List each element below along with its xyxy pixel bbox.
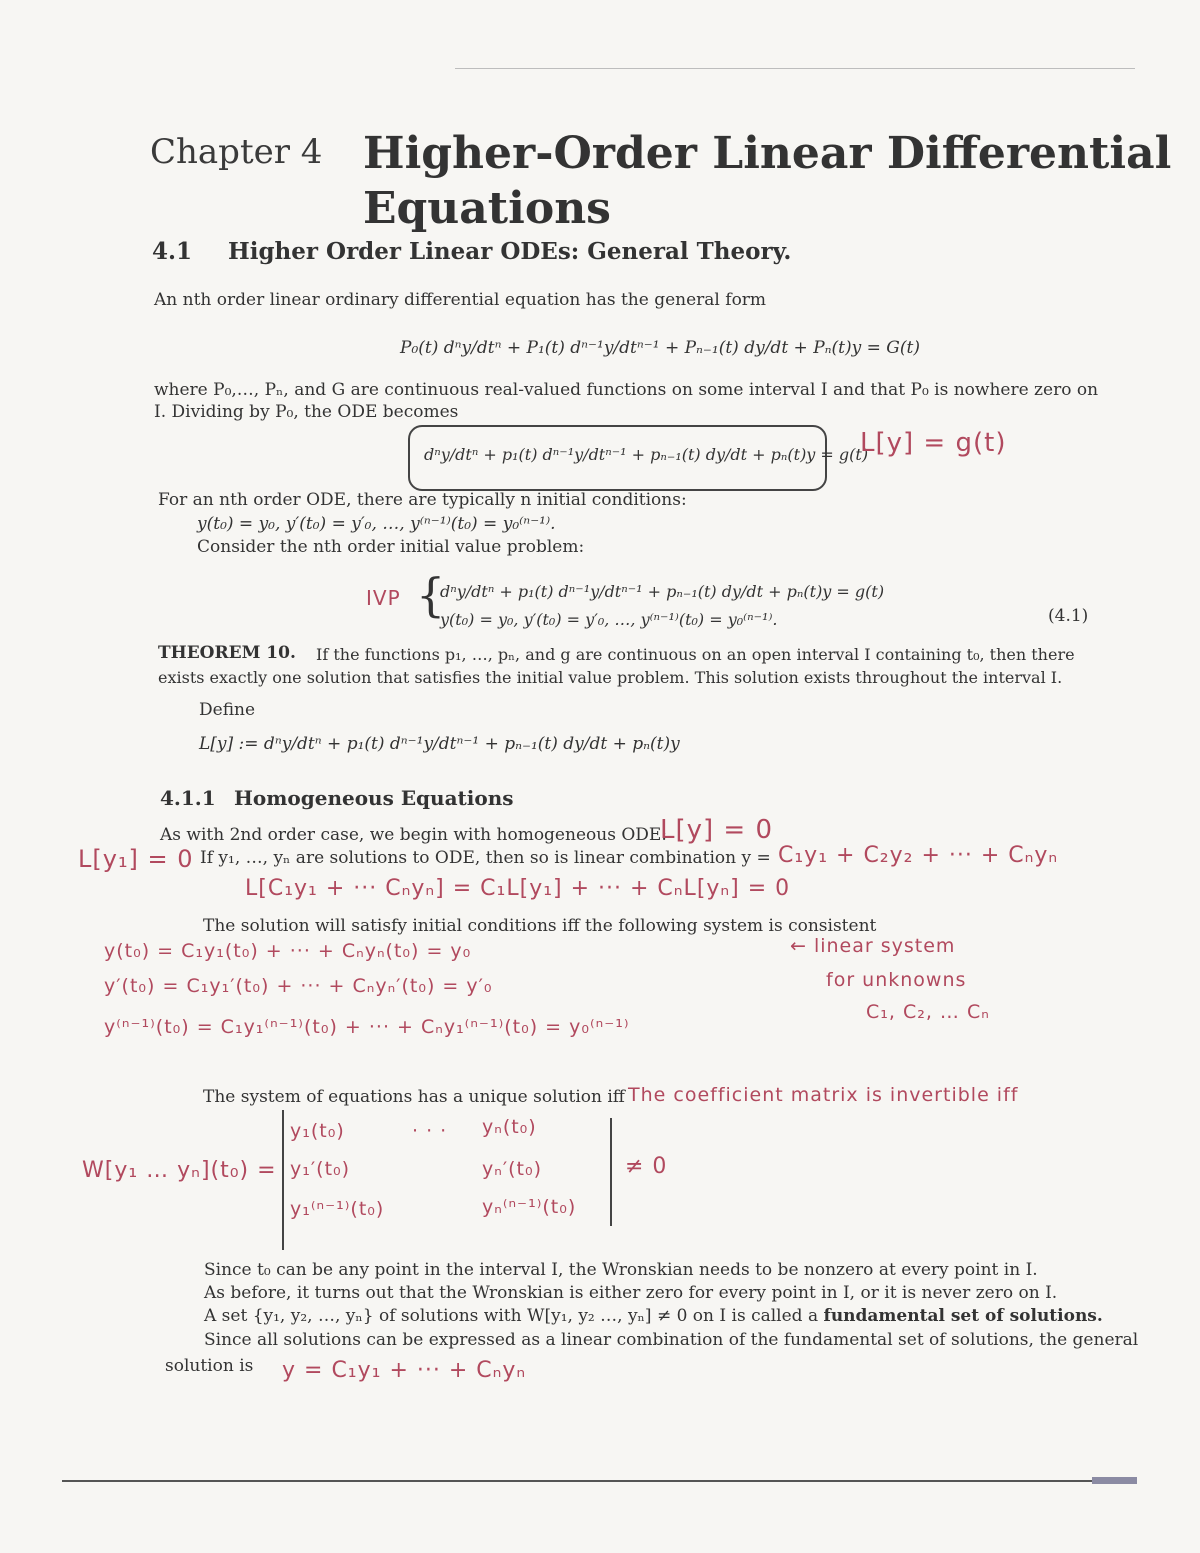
ivp-line-2: y(t₀) = y₀, y′(t₀) = y′₀, …, y⁽ⁿ⁻¹⁾(t₀) = y₀⁽ⁿ⁻¹⁾. xyxy=(440,610,778,629)
hw-linear-combination: C₁y₁ + C₂y₂ + ··· + Cₙyₙ xyxy=(778,843,1059,868)
define-label: Define xyxy=(199,700,256,720)
hw-linearity: L[C₁y₁ + ··· Cₙyₙ] = C₁L[y₁] + ··· + CₙL[yₙ] = 0 xyxy=(245,876,791,901)
consistent-text: The solution will satisfy initial conditions iff the following system is consistent xyxy=(203,916,877,936)
theorem-line-2: exists exactly one solution that satisfies the initial value problem. This solution exists throughout the interval I. xyxy=(158,668,1063,687)
ic-line: y(t₀) = y₀, y′(t₀) = y′₀, …, y⁽ⁿ⁻¹⁾(t₀) = y₀⁽ⁿ⁻¹⁾. xyxy=(197,514,556,534)
closing-line-4: Since all solutions can be expressed as a linear combination of the fundamental set of solutions, the general xyxy=(204,1330,1139,1350)
hw-note-unknowns-list: C₁, C₂, … Cₙ xyxy=(866,1001,990,1023)
equation-number: (4.1) xyxy=(1048,606,1089,626)
hw-not-equal-zero: ≠ 0 xyxy=(625,1154,668,1179)
where-line-2: I. Dividing by P₀, the ODE becomes xyxy=(154,402,459,422)
chapter-label: Chapter 4 xyxy=(150,132,323,172)
closing-line-5: solution is xyxy=(165,1356,254,1376)
determinant-left-bar xyxy=(282,1110,284,1250)
determinant-right-bar xyxy=(610,1118,612,1226)
hw-det-r1dots: · · · xyxy=(412,1120,448,1142)
general-equation: P₀(t) dⁿy/dtⁿ + P₁(t) dⁿ⁻¹y/dtⁿ⁻¹ + Pₙ₋₁(t) dy/dt + Pₙ(t)y = G(t) xyxy=(400,338,920,358)
ic-intro: For an nth order ODE, there are typically n initial conditions: xyxy=(158,490,687,510)
hw-det-r3c1: y₁⁽ⁿ⁻¹⁾(t₀) xyxy=(290,1198,385,1220)
chapter-title-line2: Equations xyxy=(363,183,611,234)
hw-wronskian-label: W[y₁ … yₙ](t₀) = xyxy=(82,1158,277,1183)
hw-det-r1c2: yₙ(t₀) xyxy=(482,1116,537,1138)
ivp-brace: { xyxy=(416,568,446,622)
hw-note-for-unknowns: for unknowns xyxy=(826,969,967,991)
closing-line-3-text: A set {y₁, y₂, …, yₙ} of solutions with W[y₁, y₂ …, yₙ] ≠ 0 on I is called a xyxy=(204,1306,819,1326)
closing-line-2: As before, it turns out that the Wronskian is either zero for every point in I, or it is never zero on I. xyxy=(204,1283,1058,1303)
intro-text: An nth order linear ordinary differential equation has the general form xyxy=(154,290,767,310)
hw-det-r1c1: y₁(t₀) xyxy=(290,1120,345,1142)
hw-coefficient-matrix: The coefficient matrix is invertible iff xyxy=(628,1084,1019,1106)
hw-L-y1-equals-0: L[y₁] = 0 xyxy=(78,845,194,873)
section-title: Higher Order Linear ODEs: General Theory. xyxy=(228,238,792,265)
hw-L-y-equals-g: L[y] = g(t) xyxy=(860,428,1007,458)
bottom-rule xyxy=(62,1480,1137,1482)
hw-det-r2c1: y₁′(t₀) xyxy=(290,1158,351,1180)
subsection-title: Homogeneous Equations xyxy=(234,786,514,810)
top-rule xyxy=(455,68,1135,69)
homogeneous-intro: As with 2nd order case, we begin with homogeneous ODE: xyxy=(160,825,668,845)
ivp-line-1: dⁿy/dtⁿ + p₁(t) dⁿ⁻¹y/dtⁿ⁻¹ + pₙ₋₁(t) dy/dt + pₙ(t)y = g(t) xyxy=(440,582,885,601)
define-equation: L[y] := dⁿy/dtⁿ + p₁(t) dⁿ⁻¹y/dtⁿ⁻¹ + pₙ₋₁(t) dy/dt + pₙ(t)y xyxy=(199,734,680,754)
closing-line-1: Since t₀ can be any point in the interval I, the Wronskian needs to be nonzero at every point in I. xyxy=(204,1260,1038,1280)
hw-system-line-3: y⁽ⁿ⁻¹⁾(t₀) = C₁y₁⁽ⁿ⁻¹⁾(t₀) + ··· + Cₙy₁⁽ⁿ⁻¹⁾(t₀) = y₀⁽ⁿ⁻¹⁾ xyxy=(104,1016,630,1038)
hw-det-r3c2: yₙ⁽ⁿ⁻¹⁾(t₀) xyxy=(482,1196,577,1218)
subsection-number: 4.1.1 xyxy=(160,786,216,810)
hw-system-line-1: y(t₀) = C₁y₁(t₀) + ··· + Cₙyₙ(t₀) = y₀ xyxy=(104,940,472,962)
theorem-label: THEOREM 10. xyxy=(158,643,296,663)
linear-combination-text: If y₁, …, yₙ are solutions to ODE, then so is linear combination y = xyxy=(200,848,771,868)
ivp-intro: Consider the nth order initial value problem: xyxy=(197,537,585,557)
hw-L-y-equals-0: L[y] = 0 xyxy=(660,815,774,845)
closing-line-3 xyxy=(204,1306,1103,1326)
where-line-1: where P₀,…, Pₙ, and G are continuous real-valued functions on some interval I and that P₀ is nowhere zero on xyxy=(154,380,1099,400)
bottom-rule-marker xyxy=(1092,1477,1137,1484)
unique-solution-text: The system of equations has a unique solution iff xyxy=(203,1087,625,1107)
hw-note-linear-system: ← linear system xyxy=(790,935,956,957)
hw-det-r2c2: yₙ′(t₀) xyxy=(482,1158,543,1180)
normal-form-equation: dⁿy/dtⁿ + p₁(t) dⁿ⁻¹y/dtⁿ⁻¹ + pₙ₋₁(t) dy/dt + pₙ(t)y = g(t) xyxy=(424,445,869,464)
section-number: 4.1 xyxy=(152,238,193,265)
hw-ivp: IVP xyxy=(366,586,401,610)
hw-general-solution: y = C₁y₁ + ··· + Cₙyₙ xyxy=(282,1358,527,1383)
chapter-title-line1: Higher-Order Linear Differential xyxy=(363,128,1172,179)
theorem-line-1: If the functions p₁, …, pₙ, and g are continuous on an open interval I containing t₀, then there xyxy=(316,645,1075,664)
hw-system-line-2: y′(t₀) = C₁y₁′(t₀) + ··· + Cₙyₙ′(t₀) = y′₀ xyxy=(104,975,493,997)
fundamental-set-term: fundamental set of solutions. xyxy=(823,1306,1103,1326)
